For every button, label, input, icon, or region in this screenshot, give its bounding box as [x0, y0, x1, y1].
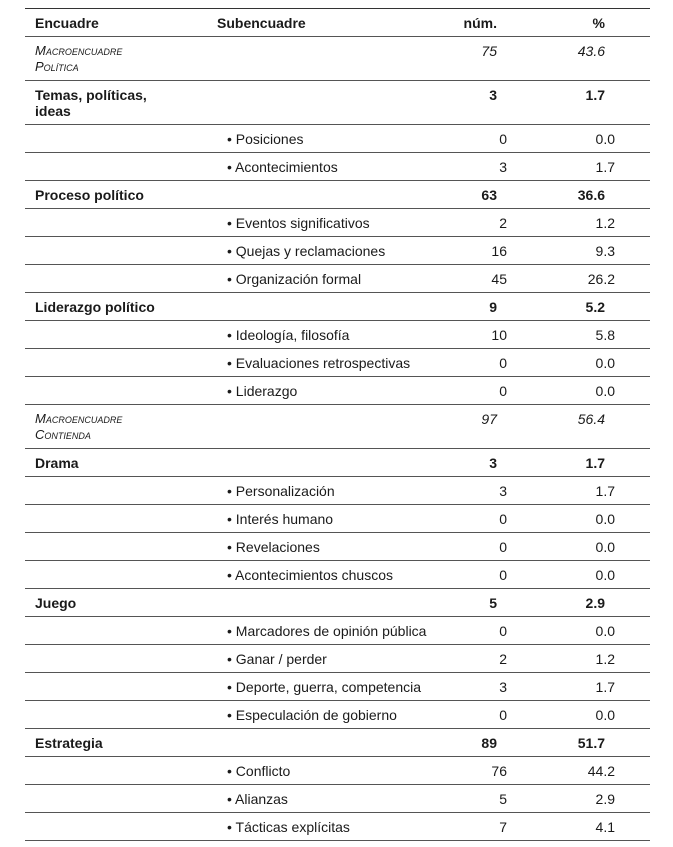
frame-row — [25, 81, 650, 125]
subframe-row — [25, 209, 650, 237]
subframe-row — [25, 757, 650, 785]
cell-encuadre: Temas, políticas, ideas — [35, 87, 147, 119]
cell-subencuadre: • Acontecimientos chuscos — [227, 567, 393, 583]
cell-num: 0 — [499, 511, 507, 527]
subframe-row — [25, 237, 650, 265]
cell-pct: 1.7 — [595, 159, 615, 175]
cell-num: 10 — [491, 327, 507, 343]
cell-subencuadre: • Eventos significativos — [227, 215, 370, 231]
cell-num: 3 — [499, 483, 507, 499]
cell-pct: 1.2 — [595, 215, 615, 231]
macro-frame-row — [25, 405, 650, 449]
cell-encuadre: Macroencuadre Contienda — [35, 411, 123, 442]
cell-pct: 0.0 — [595, 383, 615, 399]
cell-subencuadre: • Marcadores de opinión pública — [227, 623, 427, 639]
cell-pct: 0.0 — [595, 131, 615, 147]
cell-num: 7 — [499, 819, 507, 835]
cell-subencuadre: • Interés humano — [227, 511, 334, 527]
cell-encuadre: Estrategia — [35, 735, 103, 751]
table-header — [25, 9, 650, 37]
subframe-row — [25, 813, 650, 841]
cell-num: 0 — [499, 567, 507, 583]
cell-subencuadre: • Personalización — [227, 483, 335, 499]
cell-subencuadre: • Liderazgo — [227, 383, 298, 399]
subframe-row — [25, 617, 650, 645]
header-encuadre: Encuadre — [35, 15, 99, 31]
cell-pct: 1.7 — [595, 483, 615, 499]
cell-subencuadre: • Posiciones — [227, 131, 304, 147]
cell-subencuadre: • Deporte, guerra, competencia — [227, 679, 422, 695]
subframe-row — [25, 701, 650, 729]
cell-subencuadre: • Tácticas explícitas — [227, 819, 350, 835]
macro-frame-row — [25, 37, 650, 81]
cell-pct: 0.0 — [595, 539, 615, 555]
cell-num: 0 — [499, 539, 507, 555]
cell-pct: 0.0 — [595, 567, 615, 583]
cell-encuadre: Drama — [35, 455, 79, 471]
cell-num: 16 — [491, 243, 507, 259]
cell-num: 3 — [489, 87, 497, 103]
cell-num: 3 — [499, 159, 507, 175]
cell-num: 5 — [499, 791, 507, 807]
cell-subencuadre: • Quejas y reclamaciones — [227, 243, 386, 259]
frames-table — [25, 8, 650, 841]
frame-row — [25, 181, 650, 209]
cell-pct: 56.4 — [577, 411, 605, 427]
cell-subencuadre: • Acontecimientos — [227, 159, 338, 175]
cell-num: 45 — [491, 271, 507, 287]
cell-num: 0 — [499, 707, 507, 723]
cell-pct: 44.2 — [587, 763, 615, 779]
subframe-row — [25, 785, 650, 813]
subframe-row — [25, 673, 650, 701]
cell-encuadre: Macroencuadre Política — [35, 43, 123, 74]
cell-pct: 9.3 — [595, 243, 615, 259]
cell-pct: 43.6 — [577, 43, 605, 59]
cell-subencuadre: • Revelaciones — [227, 539, 320, 555]
header-pct: % — [592, 15, 605, 31]
cell-num: 0 — [499, 383, 507, 399]
header-num: núm. — [463, 15, 497, 31]
subframe-row — [25, 561, 650, 589]
subframe-row — [25, 505, 650, 533]
cell-pct: 0.0 — [595, 707, 615, 723]
cell-encuadre: Proceso político — [35, 187, 144, 203]
cell-num: 2 — [499, 651, 507, 667]
frame-row — [25, 729, 650, 757]
cell-pct: 5.8 — [595, 327, 615, 343]
cell-pct: 1.7 — [595, 679, 615, 695]
frame-row — [25, 449, 650, 477]
cell-num: 5 — [489, 595, 497, 611]
cell-num: 75 — [481, 43, 497, 59]
subframe-row — [25, 321, 650, 349]
subframe-row — [25, 645, 650, 673]
cell-pct: 1.7 — [585, 87, 605, 103]
cell-pct: 2.9 — [585, 595, 605, 611]
frame-row — [25, 589, 650, 617]
subframe-row — [25, 377, 650, 405]
cell-num: 2 — [499, 215, 507, 231]
cell-pct: 0.0 — [595, 623, 615, 639]
cell-num: 89 — [481, 735, 497, 751]
cell-subencuadre: • Ideología, filosofía — [227, 327, 350, 343]
cell-num: 0 — [499, 131, 507, 147]
cell-subencuadre: • Alianzas — [227, 791, 288, 807]
cell-pct: 1.2 — [595, 651, 615, 667]
cell-pct: 0.0 — [595, 511, 615, 527]
cell-subencuadre: • Especulación de gobierno — [227, 707, 397, 723]
cell-pct: 1.7 — [585, 455, 605, 471]
cell-subencuadre: • Ganar / perder — [227, 651, 327, 667]
subframe-row — [25, 533, 650, 561]
cell-num: 0 — [499, 355, 507, 371]
table-body — [25, 37, 650, 841]
cell-num: 3 — [489, 455, 497, 471]
cell-encuadre: Juego — [35, 595, 77, 611]
cell-pct: 36.6 — [577, 187, 605, 203]
cell-num: 97 — [481, 411, 497, 427]
cell-pct: 2.9 — [595, 791, 615, 807]
cell-subencuadre: • Evaluaciones retrospectivas — [227, 355, 411, 371]
cell-pct: 51.7 — [577, 735, 605, 751]
cell-num: 0 — [499, 623, 507, 639]
subframe-row — [25, 265, 650, 293]
subframe-row — [25, 153, 650, 181]
cell-pct: 4.1 — [595, 819, 615, 835]
cell-num: 3 — [499, 679, 507, 695]
cell-subencuadre: • Organización formal — [227, 271, 362, 287]
subframe-row — [25, 125, 650, 153]
cell-num: 9 — [489, 299, 497, 315]
cell-pct: 26.2 — [587, 271, 615, 287]
cell-num: 76 — [491, 763, 507, 779]
subframe-row — [25, 477, 650, 505]
subframe-row — [25, 349, 650, 377]
cell-encuadre: Liderazgo político — [35, 299, 155, 315]
cell-pct: 0.0 — [595, 355, 615, 371]
cell-pct: 5.2 — [585, 299, 605, 315]
frame-row — [25, 293, 650, 321]
cell-subencuadre: • Conflicto — [227, 763, 291, 779]
header-subencuadre: Subencuadre — [217, 15, 306, 31]
cell-num: 63 — [481, 187, 497, 203]
